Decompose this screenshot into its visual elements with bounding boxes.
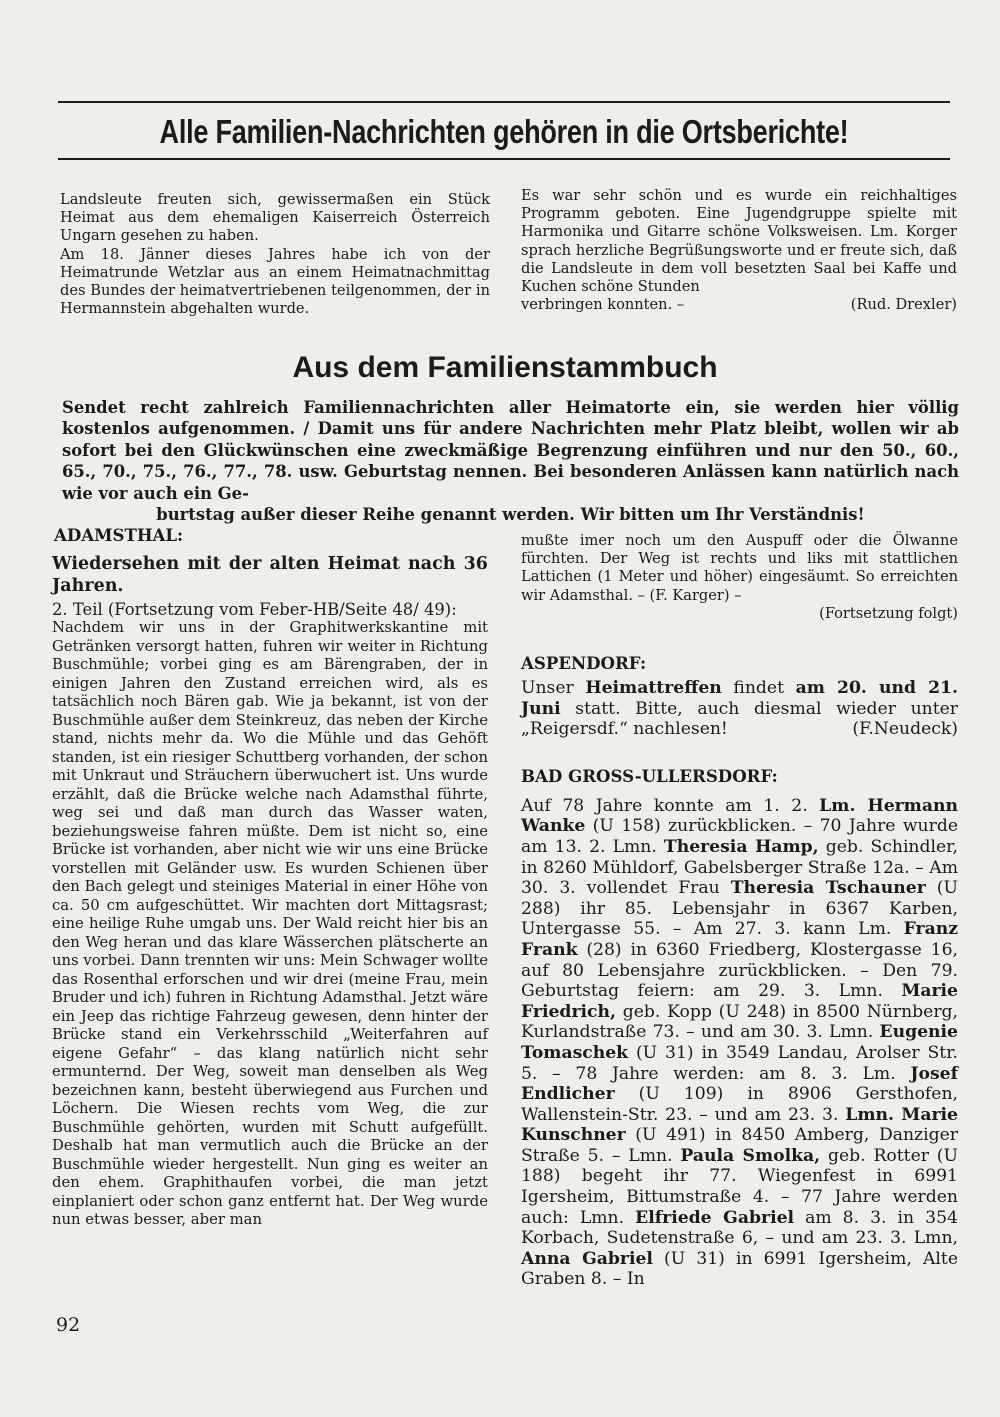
aspendorf-text <box>521 678 958 740</box>
intro-right-paragraph: Es war sehr schön und es wurde ein reichhaltiges Programm geboten. Eine Jugendgruppe spielte mit Harmonika und Gitarre schöne Volksweisen. Lm. Korger sprach herzliche Begrüßungsworte und er freute sich, daß die Landsleute in dem voll besetzten Saal bei Kaffe und Kuchen schöne Stunden <box>521 187 957 296</box>
person-name: Paula Smolka, <box>680 1145 821 1166</box>
entry-text: (28) in 6360 Friedberg, Klostergasse 16, auf 80 Lebensjahre zurückblicken. – Den 79. Geburtstag feiern: am 29. 3. Lmn. <box>521 939 958 1002</box>
aspendorf-signature: (F.Neudeck) <box>852 719 958 740</box>
person-name: Franz Frank <box>521 919 958 960</box>
aspendorf-bold-1: Heimattreffen <box>585 678 722 699</box>
entry-text: (U 158) zurückblicken. – 70 Jahre wurde am 13. 2. Lmn. <box>521 816 958 857</box>
section-intro-last-line: burtstag außer dieser Reihe genannt werden. Wir bitten um Ihr Verständnis! <box>156 505 865 525</box>
bad-gross-ullersdorf-text <box>521 796 958 1290</box>
entry-text: (U 491) in 8450 Amberg, Danziger Straße 5. – Lmn. <box>521 1125 958 1166</box>
adamsthal-column <box>52 524 488 1230</box>
entry-text: geb. Rotter (U 188) begeht ihr 77. Wiegenfest in 6991 Igersheim, Bittumstraße 4. – 77 Jahre werden auch: Lmn. <box>521 1145 958 1228</box>
page-number: 92 <box>56 1314 81 1336</box>
adamsthal-continued-note: (Fortsetzung folgt) <box>819 604 958 622</box>
person-name: Josef Endlicher <box>521 1063 958 1105</box>
aspendorf-text-2: findet <box>721 678 796 699</box>
person-name: Lm. Hermann Wanke <box>521 795 958 837</box>
person-name: Eugenie Tomaschek <box>521 1022 958 1063</box>
entry-text: geb. Kopp (U 248) in 8500 Nürnberg, Kurlandstraße 73. – und am 30. 3. Lmn. <box>521 1001 958 1043</box>
bad-gross-ullersdorf-heading: BAD GROSS-ULLERSDORF: <box>521 765 778 786</box>
adamsthal-subheading: Wiedersehen mit der alten Heimat nach 36 Jahren. <box>52 554 488 596</box>
person-name: Marie Friedrich, <box>521 981 958 1022</box>
intro-right-last-line: verbringen konnten. – <box>521 296 685 314</box>
section-intro-text: Sendet recht zahlreich Familiennachrichten aller Heimatorte ein, sie werden hier völlig kostenlos aufgenommen. / Damit uns für andere Nachrichten mehr Platz bleibt, wollen wir ab sofort bei den Glückwünschen eine zweckmäßige Begrenzung einführen und nur den 50., 60., 65., 70., 75., 76., 77., 78. usw. Geburtstag nennen. Bei besonderen Anlässen kann natürlich nach wie vor auch ein Ge- <box>62 398 959 503</box>
person-name: Elfriede Gabriel <box>635 1207 795 1228</box>
intro-right-signature: (Rud. Drexler) <box>850 296 957 314</box>
adamsthal-body: Nachdem wir uns in der Graphitwerkskantine mit Getränken versorgt hatten, fuhren wir weiter in Richtung Buschmühle; vorbei ging es am Bärengraben, der in einigen Jahren den Zustand erreichen wird, als es tatsächlich noch Bären gab. Wie ja bekannt, ist von der Buschmühle außer dem Steinkreuz, das neben der Kirche stand, nichts mehr da. Wo die Mühle und das Gehöft standen, ist ein riesiger Schuttberg vorhanden, der schon mit Unkraut und Sträuchern überwuchert ist. Uns wurde erzählt, daß die Brücke welche nach Adamsthal führte, weg sei und daß man durch das Wasser waten, beziehungsweise fahren müßte. Dem ist nicht so, eine Brücke ist vorhanden, aber nicht wie wir uns eine Brücke vorstellen mit Geländer usw. Es wurden Schienen über den Bach gelegt und steiniges Material in einer Höhe von ca. 50 cm aufgeschüttet. Wir machten dort Mittagsrast; eine heilige Ruhe umgab uns. Der Wald reicht hier bis an den Weg heran und das klare Wässerchen plätscherte an uns vorbei. Dann trennten wir uns: Mein Schwager wollte das Rosenthal erforschen und wir drei (meine Frau, mein Bruder und ich) fuhren in Richtung Adamsthal. Jetzt wäre ein Jeep das richtige Fahrzeug gewesen, denn hinter der Brücke stand ein Verkehrsschild „Weiterfahren auf eigene Gefahr“ – das klang natürlich nicht sehr ermunternd. Der Weg, soweit man denselben als Weg bezeichnen kann, besteht überwiegend aus Furchen und Löchern. Die Wiesen rechts vom Weg, die zur Buschmühle gehörten, wurden mit Schutt aufgefüllt. Deshalb hat man vermutlich auch die Brücke an der Buschmühle wieder hergestellt. Nun ging es weiter an den ehem. Graphithaufen vorbei, die man jetzt einplaniert oder schon ganz entfernt hat. Der Weg wurde nun etwas besser, aber man <box>52 619 488 1228</box>
banner-top-rule <box>58 101 950 103</box>
right-column <box>521 532 958 1290</box>
person-name: Lmn. Marie Kunschner <box>521 1104 958 1146</box>
adamsthal-heading: ADAMSTHAL: <box>54 525 184 545</box>
person-name: Theresia Hamp, <box>663 836 819 857</box>
entry-text: (U 31) in 3549 Landau, Arolser Str. 5. – 78 Jahre werden: am 8. 3. Lm. <box>521 1042 958 1084</box>
entry-text: Auf 78 Jahre konnte am 1. 2. <box>521 795 820 816</box>
person-name: Theresia Tschauner <box>730 878 926 899</box>
intro-right-signature-row <box>521 296 957 314</box>
adamsthal-part-note: 2. Teil (Fortsetzung vom Feber-HB/Seite 48/ 49): <box>52 600 457 619</box>
entry-text: (U 109) in 8906 Gersthofen, Wallenstein-Str. 23. – und am 23. 3. <box>521 1084 958 1125</box>
entry-text: am 8. 3. in 354 Korbach, Sudetenstraße 6, – und am 23. 3. Lmn, <box>521 1207 958 1249</box>
aspendorf-text-3: statt. Bitte, auch diesmal wieder unter „Reigersdf.“ nachlesen! <box>521 698 958 740</box>
entry-text: (U 31) in 6991 Igersheim, Alte Graben 8. – In <box>521 1248 958 1290</box>
intro-right-column <box>521 187 957 314</box>
section-intro <box>62 397 959 525</box>
adamsthal-continuation: mußte imer noch um den Auspuff oder die Ölwanne fürchten. Der Weg ist rechts und liks mit stattlichen Lattichen (1 Meter und höher) eingesäumt. So erreichten wir Adamsthal. – (F. Karger) – <box>521 532 958 604</box>
intro-left-paragraph-1: Landsleute freuten sich, gewissermaßen ein Stück Heimat aus dem ehemaligen Kaiserreich Österreich Ungarn gesehen zu haben. <box>60 191 490 245</box>
section-title: Aus dem Familienstammbuch <box>292 351 718 384</box>
aspendorf-heading: ASPENDORF: <box>521 653 647 674</box>
aspendorf-text-1: Unser <box>521 678 586 699</box>
person-name: Anna Gabriel <box>521 1248 653 1269</box>
entry-text: geb. Schindler, in 8260 Mühldorf, Gabelsberger Straße 12a. – Am 30. 3. vollendet Frau <box>521 836 958 899</box>
aspendorf-bold-2: am 20. und 21. Juni <box>521 678 958 719</box>
intro-left-column <box>60 191 490 318</box>
entry-text: (U 288) ihr 85. Lebensjahr in 6367 Karben, Untergasse 55. – Am 27. 3. kann Lm. <box>521 878 959 940</box>
intro-left-paragraph-2: Am 18. Jänner dieses Jahres habe ich von der Heimatrunde Wetzlar aus an einem Heimatnachmittag des Bundes der heimatvertriebenen teilgenommen, der in Hermannstein abgehalten wurde. <box>60 245 490 318</box>
banner-bottom-rule <box>58 158 950 160</box>
banner-title: Alle Familien-Nachrichten gehören in die Ortsberichte! <box>159 113 849 150</box>
